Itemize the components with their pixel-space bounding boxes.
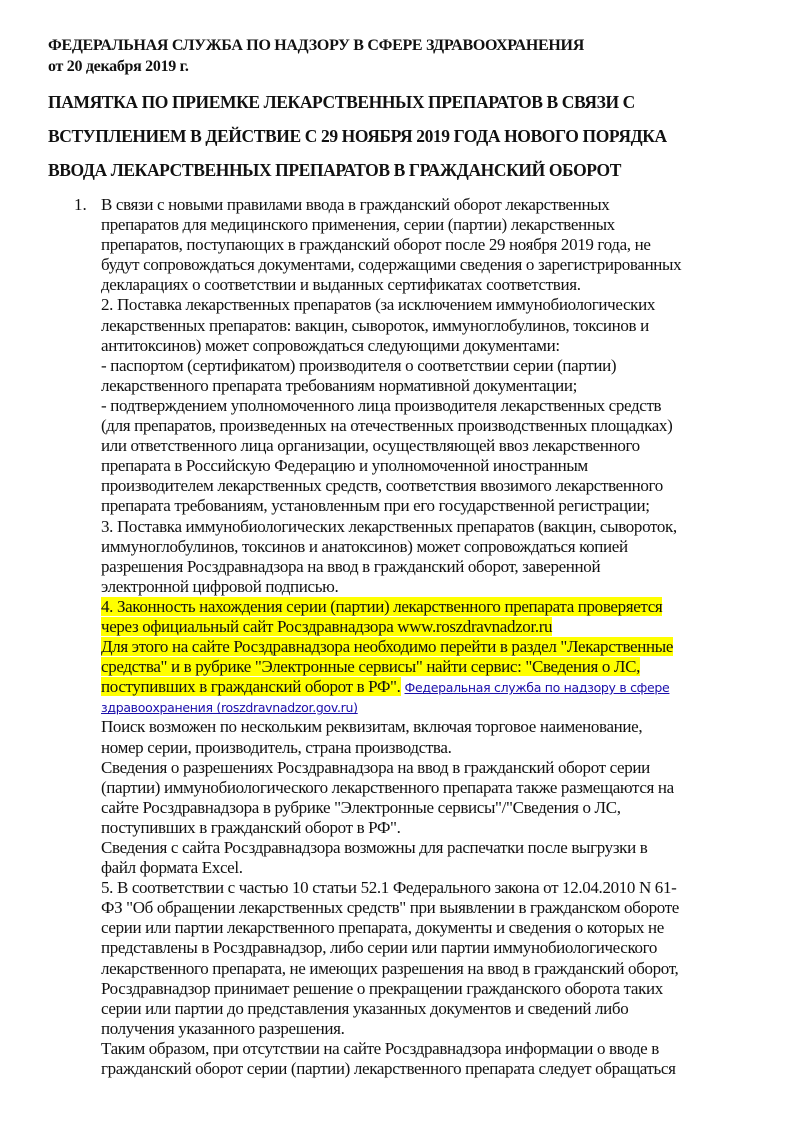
line-text: Поиск возможен по нескольким реквизитам, включая торговое наименование, xyxy=(101,717,643,737)
text-line xyxy=(101,818,681,838)
line-text: разрешения Росздравнадзора на ввод в гражданский оборот, заверенной xyxy=(101,556,601,576)
text-line xyxy=(101,798,681,818)
line-text: представлены в Росздравнадзор, либо серии или партии иммунобиологического xyxy=(101,938,658,958)
line-text: препаратов, поступающих в гражданский оборот после 29 ноября 2019 года, не xyxy=(101,235,651,255)
text-line xyxy=(101,918,681,938)
text-line xyxy=(101,295,681,315)
list-number: 1. xyxy=(74,195,87,214)
line-text: декларациях о соответствии и выданных сертификатах соответствия. xyxy=(101,275,581,295)
highlighted-text: через официальный сайт Росздравнадзора www.roszdravnadzor.ru xyxy=(101,616,553,636)
text-line xyxy=(101,275,681,295)
text-line xyxy=(101,1019,681,1039)
line-text: гражданский оборот серии (партии) лекарственного препарата следует обращаться xyxy=(101,1059,676,1079)
line-text: получения указанного разрешения. xyxy=(101,1018,345,1038)
line-text: 3. Поставка иммунобиологических лекарственных препаратов (вакцин, сывороток, xyxy=(101,516,677,536)
text-line xyxy=(101,878,681,898)
text-line xyxy=(101,597,681,617)
text-line xyxy=(101,376,681,396)
text-line xyxy=(101,717,681,737)
line-text: или ответственного лица организации, осуществляющей ввоз лекарственного xyxy=(101,436,640,456)
line-text: производителем лекарственных средств, соответствия ввозимого лекарственного xyxy=(101,476,663,496)
title-line: ВВОДА ЛЕКАРСТВЕННЫХ ПРЕПАРАТОВ В ГРАЖДАНСКИЙ ОБОРОТ xyxy=(48,160,621,180)
text-line xyxy=(101,517,681,537)
line-text: (партии) иммунобиологического лекарственного препарата также размещаются на xyxy=(101,777,674,797)
line-text: поступивших в гражданский оборот в РФ". xyxy=(101,817,401,837)
text-line xyxy=(101,938,681,958)
text-line xyxy=(101,617,681,637)
line-text: Сведения с сайта Росздравнадзора возможны для распечатки после выгрузки в xyxy=(101,838,648,857)
text-line xyxy=(101,758,681,778)
text-line xyxy=(101,336,681,356)
text-line xyxy=(101,316,681,336)
line-text: иммуноглобулинов, токсинов и анатоксинов) может сопровождаться копией xyxy=(101,536,628,556)
line-text: Таким образом, при отсутствии на сайте Росздравнадзора информации о вводе в xyxy=(101,1038,659,1058)
text-line xyxy=(101,1039,681,1059)
text-line xyxy=(101,838,681,858)
agency-name: ФЕДЕРАЛЬНАЯ СЛУЖБА ПО НАДЗОРУ В СФЕРЕ ЗДРАВООХРАНЕНИЯ xyxy=(48,37,584,54)
line-text: антитоксинов) может сопровождаться следующими документами: xyxy=(101,335,560,355)
document-date: от 20 декабря 2019 г. xyxy=(48,58,189,75)
line-text: 2. Поставка лекарственных препаратов (за исключением иммунобиологических xyxy=(101,295,655,315)
text-line xyxy=(101,537,681,557)
text-line xyxy=(101,738,681,758)
line-text: Сведения о разрешениях Росздравнадзора на ввод в гражданский оборот серии xyxy=(101,757,650,777)
text-line xyxy=(101,979,681,999)
line-text: ФЗ "Об обращении лекарственных средств" при выявлении в гражданском обороте xyxy=(101,898,679,918)
text-line xyxy=(101,456,681,476)
text-line xyxy=(101,356,681,376)
line-text: 5. В соответствии с частью 10 статьи 52.1 Федерального закона от 12.04.2010 N 61- xyxy=(101,878,677,898)
line-text: - подтверждением уполномоченного лица производителя лекарственных средств xyxy=(101,395,662,415)
text-line xyxy=(101,255,681,275)
text-line xyxy=(101,637,681,657)
line-text: лекарственного препарата, не имеющих разрешения на ввод в гражданский оборот, xyxy=(101,958,679,978)
highlighted-text: Для этого на сайте Росздравнадзора необходимо перейти в раздел "Лекарственные xyxy=(101,637,674,657)
line-text: В связи с новыми правилами ввода в гражданский оборот лекарственных xyxy=(101,195,610,214)
roszdravnadzor-link[interactable]: здравоохранения (roszdravnadzor.gov.ru) xyxy=(101,700,358,716)
text-line xyxy=(101,235,681,255)
text-line xyxy=(101,1059,681,1079)
text-line xyxy=(101,557,681,577)
text-line xyxy=(101,657,681,677)
text-line xyxy=(101,436,681,456)
roszdravnadzor-link[interactable]: Федеральная служба по надзору в сфере xyxy=(404,680,670,696)
text-line xyxy=(101,858,681,878)
line-text: лекарственного препарата требованиям нормативной документации; xyxy=(101,375,577,395)
text-line xyxy=(101,476,681,496)
line-text: препарата в Российскую Федерацию и уполномоченной иностранным xyxy=(101,456,588,476)
line-text: файл формата Excel. xyxy=(101,858,243,878)
highlighted-text: поступивших в гражданский оборот в РФ". xyxy=(101,677,401,697)
text-line xyxy=(101,416,681,436)
document-body xyxy=(101,195,681,1079)
text-line xyxy=(101,215,681,235)
line-text: (для препаратов, произведенных на отечественных производственных площадках) xyxy=(101,416,673,436)
text-line xyxy=(101,999,681,1019)
title-line: ПАМЯТКА ПО ПРИЕМКЕ ЛЕКАРСТВЕННЫХ ПРЕПАРАТОВ В СВЯЗИ С xyxy=(48,92,635,112)
line-text: электронной цифровой подписью. xyxy=(101,576,339,596)
text-line xyxy=(101,396,681,416)
line-text: серии или партии до представления указанных документов и сведений либо xyxy=(101,998,629,1018)
highlighted-text: 4. Законность нахождения серии (партии) лекарственного препарата проверяется xyxy=(101,596,663,616)
text-line xyxy=(101,677,681,697)
line-text: препаратов для медицинского применения, серии (партии) лекарственных xyxy=(101,215,615,235)
line-text: будут сопровождаться документами, содержащими сведения о зарегистрированных xyxy=(101,255,682,275)
text-line xyxy=(101,959,681,979)
text-line xyxy=(101,496,681,516)
title-line: ВСТУПЛЕНИЕМ В ДЕЙСТВИЕ С 29 НОЯБРЯ 2019 ГОДА НОВОГО ПОРЯДКА xyxy=(48,126,667,146)
line-text: - паспортом (сертификатом) производителя о соответствии серии (партии) xyxy=(101,355,617,375)
text-line xyxy=(101,195,681,215)
text-line xyxy=(101,898,681,918)
text-line xyxy=(101,778,681,798)
line-text: сайте Росздравнадзора в рубрике "Электронные сервисы"/"Сведения о ЛС, xyxy=(101,797,621,817)
line-text: номер серии, производитель, страна производства. xyxy=(101,737,452,757)
line-text: Росздравнадзор принимает решение о прекращении гражданского оборота таких xyxy=(101,978,663,998)
line-text: лекарственных препаратов: вакцин, сывороток, иммуноглобулинов, токсинов и xyxy=(101,315,649,335)
highlighted-text: средства" и в рубрике "Электронные сервисы" найти сервис: "Сведения о ЛС, xyxy=(101,657,640,677)
text-line xyxy=(101,577,681,597)
text-line xyxy=(101,697,681,717)
line-text: серии или партии лекарственного препарата, документы и сведения о которых не xyxy=(101,918,664,938)
line-text: препарата требованиям, установленным при его государственной регистрации; xyxy=(101,496,650,516)
